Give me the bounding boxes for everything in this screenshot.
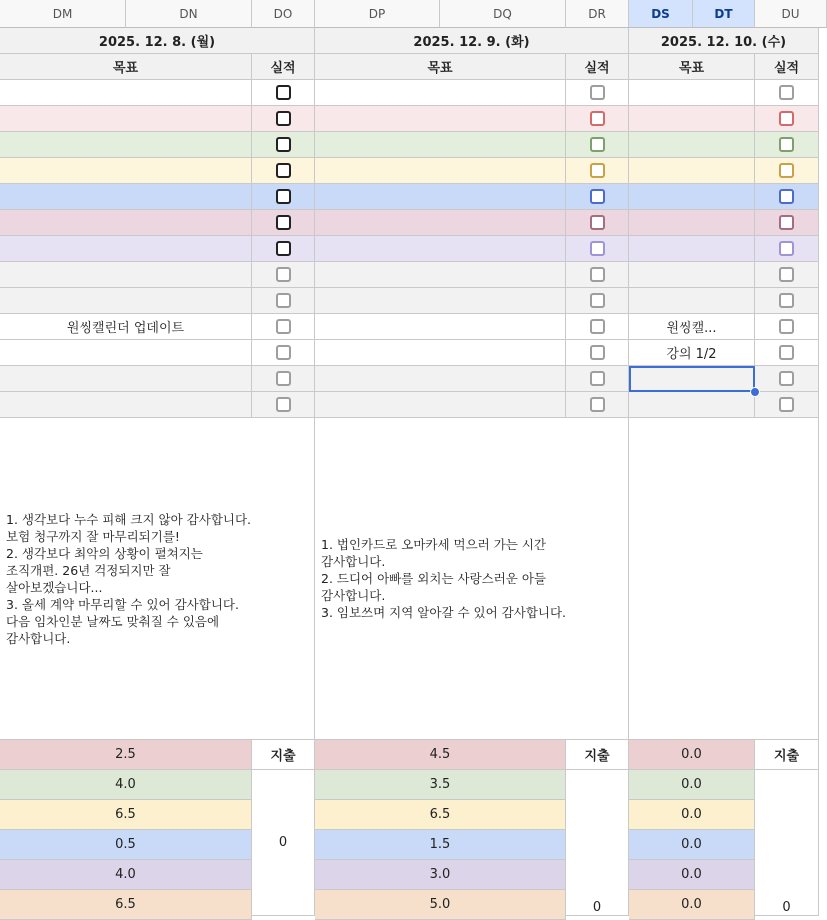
goal-cell[interactable] bbox=[0, 210, 252, 236]
result-cell[interactable] bbox=[252, 288, 315, 314]
score-cell[interactable]: 0.0 bbox=[629, 890, 755, 920]
checkbox[interactable] bbox=[779, 137, 794, 152]
result-cell[interactable] bbox=[755, 132, 819, 158]
goal-cell[interactable] bbox=[629, 132, 755, 158]
spend-value[interactable]: 0 bbox=[252, 770, 315, 916]
result-cell[interactable] bbox=[755, 262, 819, 288]
selection-fill-handle[interactable] bbox=[750, 387, 760, 397]
result-cell[interactable] bbox=[566, 340, 629, 366]
result-cell[interactable] bbox=[252, 80, 315, 106]
goal-cell[interactable] bbox=[0, 184, 252, 210]
goal-cell[interactable] bbox=[0, 392, 252, 418]
goal-cell[interactable] bbox=[629, 288, 755, 314]
spend-value[interactable]: 0 bbox=[566, 770, 629, 916]
spend-value[interactable]: 0 bbox=[755, 770, 819, 916]
column-header-dq[interactable]: DQ bbox=[440, 0, 566, 28]
checkbox[interactable] bbox=[276, 293, 291, 308]
result-header: 실적 bbox=[566, 54, 629, 80]
result-cell[interactable] bbox=[252, 366, 315, 392]
goal-cell[interactable] bbox=[315, 236, 566, 262]
goal-header: 목표 bbox=[629, 54, 755, 80]
checkbox[interactable] bbox=[590, 241, 605, 256]
checkbox[interactable] bbox=[590, 189, 605, 204]
goal-cell[interactable] bbox=[0, 106, 252, 132]
checkbox[interactable] bbox=[590, 163, 605, 178]
checkbox[interactable] bbox=[779, 371, 794, 386]
checkbox[interactable] bbox=[779, 319, 794, 334]
goal-cell[interactable] bbox=[629, 184, 755, 210]
goal-cell[interactable] bbox=[629, 210, 755, 236]
goal-cell[interactable] bbox=[629, 80, 755, 106]
goal-header: 목표 bbox=[315, 54, 566, 80]
checkbox[interactable] bbox=[590, 397, 605, 412]
column-header-dn[interactable]: DN bbox=[126, 0, 252, 28]
goal-cell[interactable] bbox=[315, 288, 566, 314]
checkbox[interactable] bbox=[779, 345, 794, 360]
goal-cell[interactable] bbox=[315, 210, 566, 236]
column-header-dm[interactable]: DM bbox=[0, 0, 126, 28]
checkbox[interactable] bbox=[276, 163, 291, 178]
checkbox[interactable] bbox=[590, 319, 605, 334]
checkbox[interactable] bbox=[779, 111, 794, 126]
goal-cell[interactable] bbox=[315, 340, 566, 366]
score-cell[interactable]: 0.0 bbox=[629, 770, 755, 800]
goal-cell[interactable] bbox=[629, 366, 755, 392]
result-cell[interactable] bbox=[252, 392, 315, 418]
goal-header: 목표 bbox=[0, 54, 252, 80]
score-cell[interactable]: 4.0 bbox=[0, 860, 252, 890]
goal-cell[interactable] bbox=[629, 236, 755, 262]
result-cell[interactable] bbox=[252, 236, 315, 262]
goal-cell[interactable] bbox=[0, 262, 252, 288]
goal-cell[interactable] bbox=[315, 132, 566, 158]
goal-cell[interactable] bbox=[629, 106, 755, 132]
gratitude-note-day2[interactable]: 1. 법인카드로 오마카세 먹으러 가는 시간 감사합니다. 2. 드디어 아빠를 외치는 사랑스러운 아들 감사합니다. 3. 임보쓰며 지역 알아갈 수 있어 감사합니다. bbox=[315, 418, 629, 740]
checkbox[interactable] bbox=[276, 137, 291, 152]
column-header-dt[interactable]: DT bbox=[693, 0, 755, 28]
goal-cell[interactable] bbox=[315, 106, 566, 132]
result-cell[interactable] bbox=[755, 80, 819, 106]
goal-cell[interactable]: 원씽캘... bbox=[629, 314, 755, 340]
checkbox[interactable] bbox=[590, 215, 605, 230]
date-header-day3: 2025. 12. 10. (수) bbox=[629, 28, 819, 54]
gratitude-note-day1[interactable]: 1. 생각보다 누수 피해 크지 않아 감사합니다. 보험 청구까지 잘 마무리되기를! 2. 생각보다 최악의 상황이 펼쳐지는 조직개편. 26년 걱정되지만 잘 살아보겠습니다... 3. 올세 계약 마무리할 수 있어 감사합니다. 다음 임차인분 날짜도 맞춰질 수 있음에 감사합니다. bbox=[0, 418, 315, 740]
goal-cell[interactable] bbox=[315, 392, 566, 418]
result-cell[interactable] bbox=[566, 80, 629, 106]
score-cell[interactable]: 2.5 bbox=[0, 740, 252, 770]
checkbox[interactable] bbox=[590, 293, 605, 308]
result-cell[interactable] bbox=[755, 184, 819, 210]
checkbox[interactable] bbox=[779, 189, 794, 204]
checkbox[interactable] bbox=[590, 267, 605, 282]
result-cell[interactable] bbox=[252, 262, 315, 288]
checkbox[interactable] bbox=[276, 371, 291, 386]
checkbox[interactable] bbox=[779, 215, 794, 230]
goal-cell[interactable] bbox=[629, 392, 755, 418]
checkbox[interactable] bbox=[779, 267, 794, 282]
score-cell[interactable]: 3.0 bbox=[315, 860, 566, 890]
goal-cell[interactable] bbox=[315, 80, 566, 106]
checkbox[interactable] bbox=[276, 345, 291, 360]
checkbox[interactable] bbox=[590, 137, 605, 152]
result-cell[interactable] bbox=[755, 158, 819, 184]
result-cell[interactable] bbox=[566, 236, 629, 262]
score-cell[interactable]: 0.0 bbox=[629, 860, 755, 890]
gratitude-note-day3[interactable] bbox=[629, 418, 819, 740]
checkbox[interactable] bbox=[276, 397, 291, 412]
result-cell[interactable] bbox=[755, 288, 819, 314]
checkbox[interactable] bbox=[276, 267, 291, 282]
result-cell[interactable] bbox=[252, 132, 315, 158]
result-cell[interactable] bbox=[566, 210, 629, 236]
goal-cell[interactable] bbox=[0, 340, 252, 366]
score-cell[interactable]: 0.0 bbox=[629, 800, 755, 830]
score-cell[interactable]: 0.0 bbox=[629, 740, 755, 770]
checkbox[interactable] bbox=[779, 85, 794, 100]
column-header-dp[interactable]: DP bbox=[315, 0, 440, 28]
result-cell[interactable] bbox=[566, 158, 629, 184]
checkbox[interactable] bbox=[276, 85, 291, 100]
spend-label: 지출 bbox=[252, 740, 315, 770]
result-cell[interactable] bbox=[566, 262, 629, 288]
result-header: 실적 bbox=[252, 54, 315, 80]
column-header-du[interactable]: DU bbox=[755, 0, 827, 28]
column-header-do[interactable]: DO bbox=[252, 0, 315, 28]
result-cell[interactable] bbox=[566, 106, 629, 132]
date-header-day2: 2025. 12. 9. (화) bbox=[315, 28, 629, 54]
result-cell[interactable] bbox=[252, 314, 315, 340]
score-cell[interactable]: 0.0 bbox=[629, 830, 755, 860]
result-cell[interactable] bbox=[252, 210, 315, 236]
checkbox[interactable] bbox=[779, 163, 794, 178]
score-cell[interactable]: 5.0 bbox=[315, 890, 566, 920]
result-cell[interactable] bbox=[755, 106, 819, 132]
result-cell[interactable] bbox=[252, 184, 315, 210]
goal-cell[interactable] bbox=[315, 184, 566, 210]
result-header: 실적 bbox=[755, 54, 819, 80]
result-cell[interactable] bbox=[566, 184, 629, 210]
goal-cell[interactable] bbox=[315, 262, 566, 288]
date-header-day1: 2025. 12. 8. (월) bbox=[0, 28, 315, 54]
goal-cell[interactable] bbox=[629, 158, 755, 184]
result-cell[interactable] bbox=[566, 366, 629, 392]
result-cell[interactable] bbox=[566, 288, 629, 314]
checkbox[interactable] bbox=[590, 345, 605, 360]
goal-cell[interactable] bbox=[0, 288, 252, 314]
checkbox[interactable] bbox=[276, 111, 291, 126]
result-cell[interactable] bbox=[755, 366, 819, 392]
checkbox[interactable] bbox=[779, 397, 794, 412]
result-cell[interactable] bbox=[755, 210, 819, 236]
result-cell[interactable] bbox=[566, 392, 629, 418]
spend-label: 지출 bbox=[755, 740, 819, 770]
goal-cell[interactable]: 강의 1/2 bbox=[629, 340, 755, 366]
goal-cell[interactable] bbox=[0, 158, 252, 184]
score-cell[interactable]: 3.5 bbox=[315, 770, 566, 800]
spend-label: 지출 bbox=[566, 740, 629, 770]
result-cell[interactable] bbox=[566, 314, 629, 340]
score-cell[interactable]: 4.5 bbox=[315, 740, 566, 770]
result-cell[interactable] bbox=[252, 158, 315, 184]
checkbox[interactable] bbox=[590, 371, 605, 386]
goal-cell[interactable] bbox=[629, 262, 755, 288]
checkbox[interactable] bbox=[590, 85, 605, 100]
checkbox[interactable] bbox=[276, 319, 291, 334]
result-cell[interactable] bbox=[755, 236, 819, 262]
checkbox[interactable] bbox=[276, 189, 291, 204]
checkbox[interactable] bbox=[779, 293, 794, 308]
score-cell[interactable]: 6.5 bbox=[315, 800, 566, 830]
result-cell[interactable] bbox=[252, 106, 315, 132]
result-cell[interactable] bbox=[755, 392, 819, 418]
result-cell[interactable] bbox=[252, 340, 315, 366]
column-header-dr[interactable]: DR bbox=[566, 0, 629, 28]
result-cell[interactable] bbox=[755, 340, 819, 366]
checkbox[interactable] bbox=[779, 241, 794, 256]
checkbox[interactable] bbox=[590, 111, 605, 126]
goal-cell[interactable] bbox=[315, 158, 566, 184]
goal-cell[interactable] bbox=[0, 366, 252, 392]
result-cell[interactable] bbox=[566, 132, 629, 158]
checkbox[interactable] bbox=[276, 241, 291, 256]
score-cell[interactable]: 0.5 bbox=[0, 830, 252, 860]
goal-cell[interactable] bbox=[0, 132, 252, 158]
result-cell[interactable] bbox=[755, 314, 819, 340]
goal-cell[interactable] bbox=[0, 236, 252, 262]
column-header-ds[interactable]: DS bbox=[629, 0, 693, 28]
score-cell[interactable]: 1.5 bbox=[315, 830, 566, 860]
score-cell[interactable]: 4.0 bbox=[0, 770, 252, 800]
score-cell[interactable]: 6.5 bbox=[0, 800, 252, 830]
score-cell[interactable]: 6.5 bbox=[0, 890, 252, 920]
goal-cell[interactable] bbox=[315, 314, 566, 340]
goal-cell[interactable]: 원씽캘린더 업데이트 bbox=[0, 314, 252, 340]
goal-cell[interactable] bbox=[315, 366, 566, 392]
checkbox[interactable] bbox=[276, 215, 291, 230]
goal-cell[interactable] bbox=[0, 80, 252, 106]
